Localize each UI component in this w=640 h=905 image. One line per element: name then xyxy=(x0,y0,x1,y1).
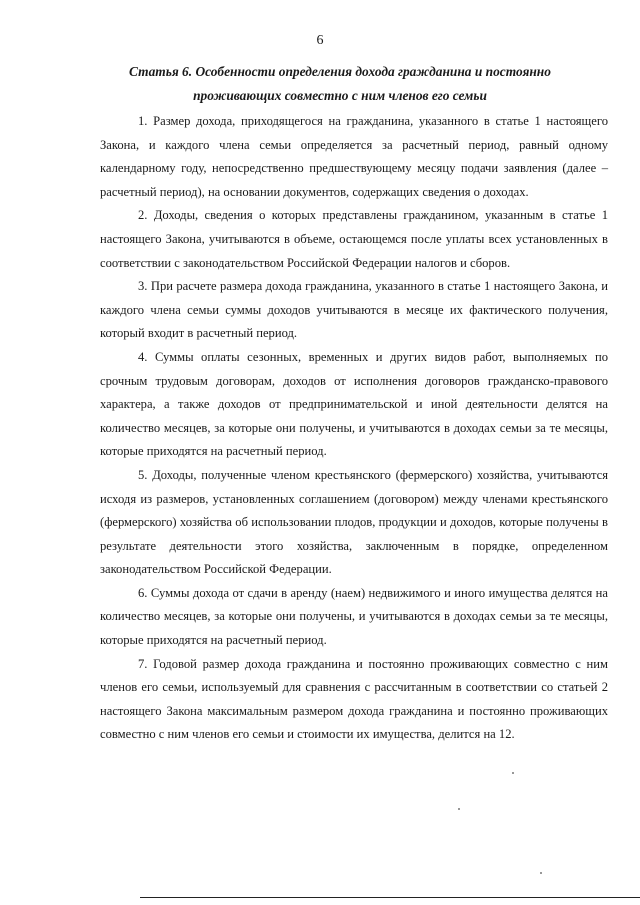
paragraph-4: 4. Суммы оплаты сезонных, временных и других видов работ, выполняемых по срочным трудовым договорам, доходов от исполнения договоров гражданско-правового характера, а также доходов от предпринимательской и иной деятельности делятся на количество месяцев, за которые они получены, и учитываются в доходах семьи за те месяцы, которые приходятся на расчетный период. xyxy=(100,349,608,459)
paragraph-6: 6. Суммы дохода от сдачи в аренду (наем) недвижимого и иного имущества делятся на количество месяцев, за которые они получены, и учитываются в доходах семьи за те месяцы, которые приходятся на расчетный период. xyxy=(100,585,608,648)
article-title-line-2: проживающих совместно с ним членов его семьи xyxy=(193,88,487,103)
scan-speck xyxy=(512,772,514,774)
paragraph-7: 7. Годовой размер дохода гражданина и постоянно проживающих совместно с ним членов его семьи, используемый для сравнения с рассчитанным в соответствии со статьей 2 настоящего Закона максимальным размером дохода гражданина и постоянно проживающих совместно с ним членов его семьи и стоимости их имущества, делится на 12. xyxy=(100,656,608,742)
article-body xyxy=(100,110,608,747)
paragraph-1: 1. Размер дохода, приходящегося на гражданина, указанного в статье 1 настоящего Закона, и каждого члена семьи определяется за расчетный период, равный одному календарному году, непосредственно предшествующему месяцу подачи заявления (далее – расчетный период), на основании документов, содержащих сведения о доходах. xyxy=(100,114,608,199)
article-title xyxy=(90,60,590,108)
scan-speck xyxy=(540,872,542,874)
bottom-scan-line xyxy=(140,897,640,898)
article-title-line-1: Статья 6. Особенности определения дохода гражданина и постоянно xyxy=(129,64,551,79)
paragraph-3: 3. При расчете размера дохода гражданина, указанного в статье 1 настоящего Закона, и каждого члена семьи суммы доходов учитываются в месяце их фактического получения, который входит в расчетный период. xyxy=(100,279,608,341)
page-number: 6 xyxy=(316,33,324,48)
paragraph-2: 2. Доходы, сведения о которых представлены гражданином, указанным в статье 1 настоящего Закона, учитываются в объеме, остающемся после уплаты всех установленных в соответствии с законодательством Российской Федерации налогов и сборов. xyxy=(100,208,608,270)
paragraph-5: 5. Доходы, полученные членом крестьянского (фермерского) хозяйства, учитываются исходя из размеров, установленных соглашением (договором) между членами крестьянского (фермерского) хозяйства об использовании плодов, продукции и доходов, которые получены в результате деятельности этого хозяйства, заключенным в порядке, определенном законодательством Российской Федерации. xyxy=(100,467,608,577)
scan-speck xyxy=(458,808,460,810)
